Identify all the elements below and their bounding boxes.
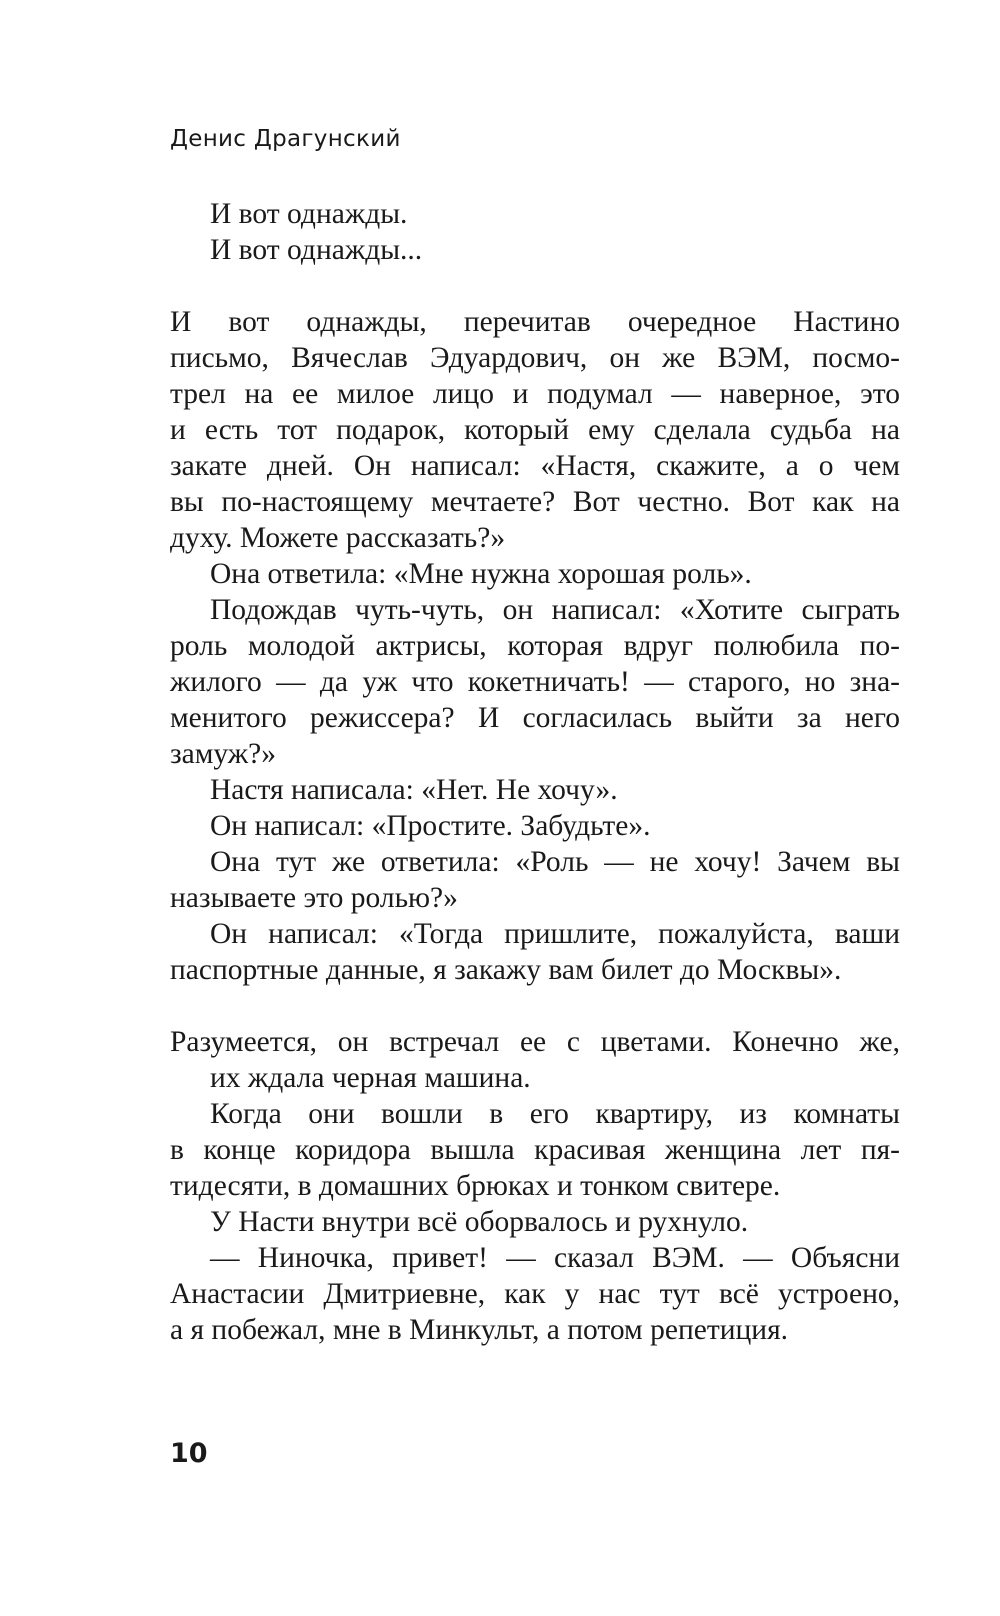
text-line: тидесяти, в домашних брюках и тонком свитере. — [170, 1170, 781, 1202]
text-line: роль молодой актрисы, которая вдруг полюбила по- — [170, 630, 900, 662]
text-line: Подождав чуть-чуть, он написал: «Хотите сыграть — [210, 594, 900, 626]
text-line: закате дней. Он написал: «Настя, скажите, а о чем — [170, 450, 900, 482]
text-line: вы по-настоящему мечтаете? Вот честно. Вот как на — [170, 486, 900, 518]
text-line: И вот однажды. — [210, 198, 408, 230]
text-line: замуж?» — [170, 738, 277, 770]
text-line: трел на ее милое лицо и подумал — наверное, это — [170, 378, 900, 410]
text-line: их ждала черная машина. — [210, 1062, 531, 1094]
text-line: жилого — да уж что кокетничать! — старого, но зна- — [170, 666, 900, 698]
text-line: И вот однажды... — [210, 234, 423, 266]
text-line: Она тут же ответила: «Роль — не хочу! Зачем вы — [210, 846, 900, 878]
text-line: Она ответила: «Мне нужна хорошая роль». — [210, 558, 752, 590]
running-head-author: Денис Драгунский — [170, 126, 401, 152]
text-line: менитого режиссера? И согласилась выйти за него — [170, 702, 900, 734]
text-line: паспортные данные, я закажу вам билет до Москвы». — [170, 954, 842, 986]
text-line: — Ниночка, привет! — сказал ВЭМ. — Объясни — [210, 1242, 900, 1274]
text-line: письмо, Вячеслав Эдуардович, он же ВЭМ, посмо- — [170, 342, 900, 374]
page-number: 10 — [170, 1438, 208, 1469]
text-line: Он написал: «Тогда пришлите, пожалуйста, ваши — [210, 918, 900, 950]
text-line: в конце коридора вышла красивая женщина лет пя- — [170, 1134, 900, 1166]
text-line: Настя написала: «Нет. Не хочу». — [210, 774, 618, 806]
text-line: Анастасии Дмитриевне, как у нас тут всё устроено, — [170, 1278, 900, 1310]
text-line: Разумеется, он встречал ее с цветами. Конечно же, — [170, 1026, 900, 1058]
text-line: Когда они вошли в его квартиру, из комнаты — [210, 1098, 900, 1130]
text-line: И вот однажды, перечитав очередное Настино — [170, 306, 900, 338]
text-line: и есть тот подарок, который ему сделала судьба на — [170, 414, 900, 446]
text-line: а я побежал, мне в Минкульт, а потом репетиция. — [170, 1314, 789, 1346]
text-line: называете это ролью?» — [170, 882, 458, 914]
text-line: Он написал: «Простите. Забудьте». — [210, 810, 651, 842]
text-line: духу. Можете рассказать?» — [170, 522, 506, 554]
text-line: У Насти внутри всё оборвалось и рухнуло. — [210, 1206, 749, 1238]
